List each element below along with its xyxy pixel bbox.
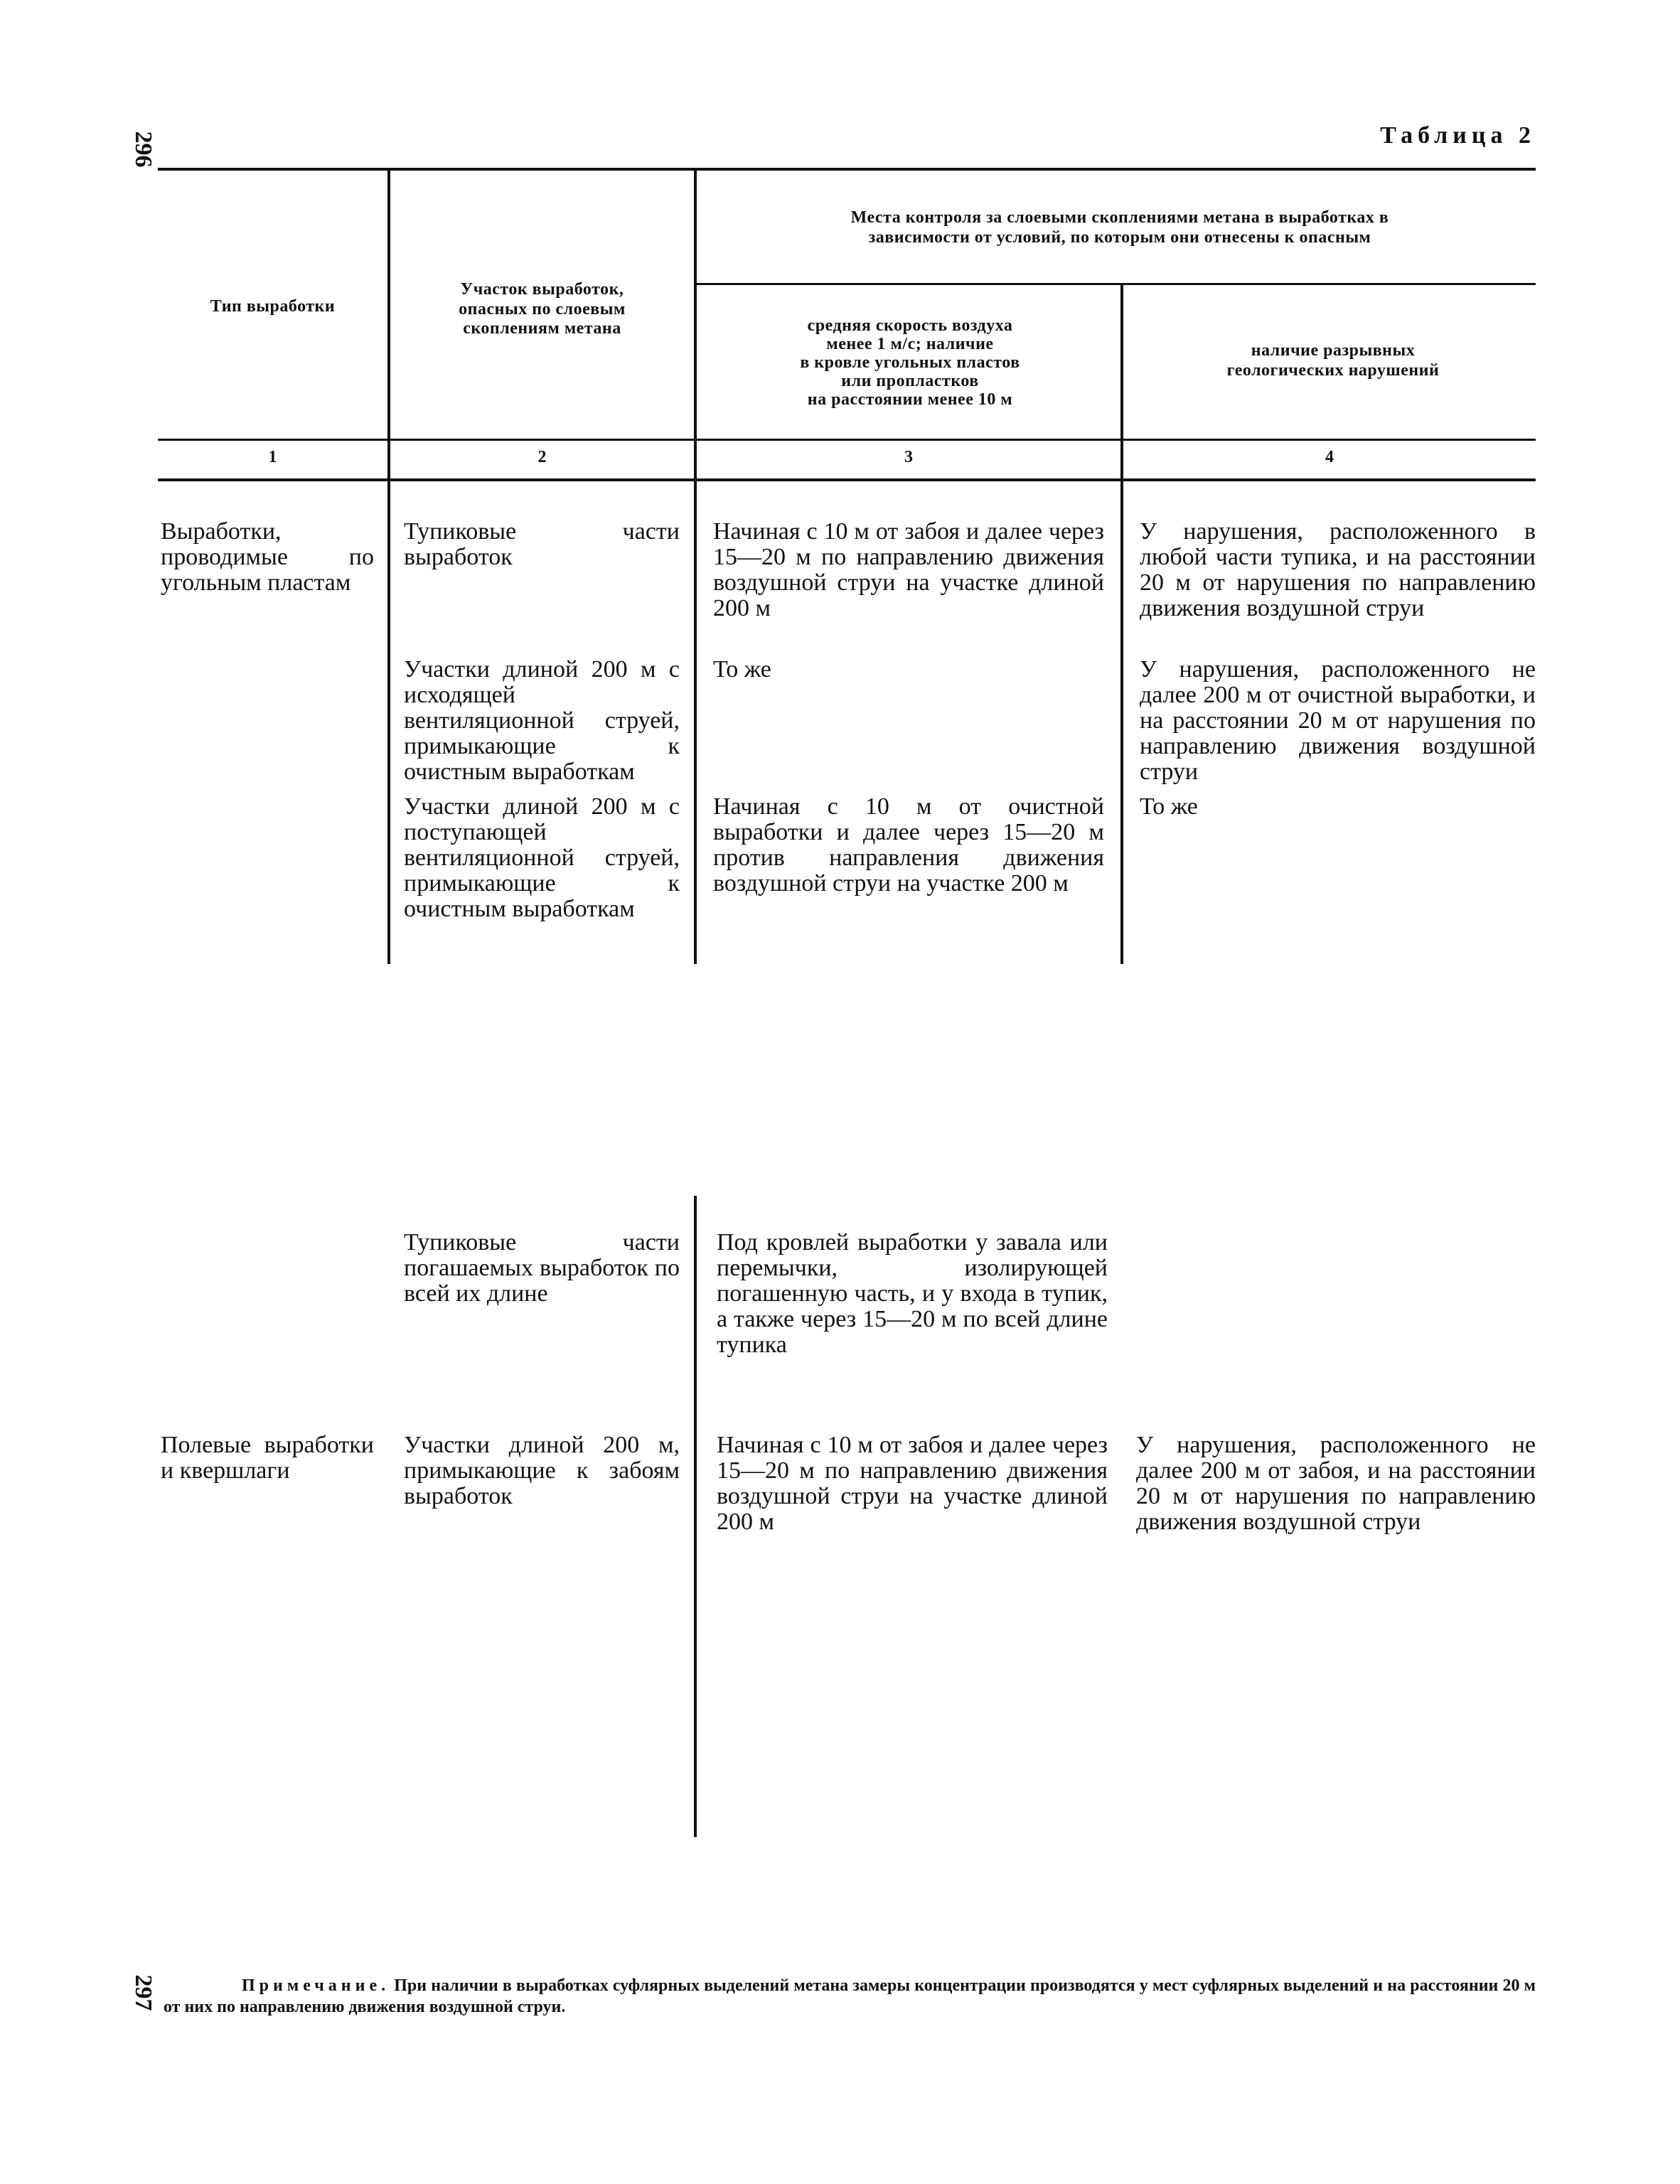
footnote-label: Примечание.: [242, 1976, 390, 1995]
header-section: Участок выработок, опасных по слоевым скоплениям метана: [459, 280, 626, 338]
footnote: [164, 1975, 1536, 2018]
header-bottom-rule: [158, 439, 1536, 441]
column-divider-1-2: [387, 171, 390, 964]
table-title: Таблица 2: [1380, 122, 1536, 149]
cell-type-field-workings: Полевые выработки и квершлаги: [161, 1432, 374, 1484]
table-top-rule: [158, 168, 1536, 171]
cell-speed-field-workings: Начиная с 10 м от забоя и далее через 15—20 м по направлению движения воздушной струи на участке длиной 200 м: [717, 1432, 1108, 1535]
cell-faults-field-workings: У нарушения, расположенного не далее 200 м от забоя, и на расстоянии 20 м от нарушения по направлению движения воздушной струи: [1136, 1432, 1536, 1535]
footnote-text: При наличии в выработках суфлярных выделений метана замеры концентрации производятся у мест суфлярных выделений и на расстоянии 20 м от них по направлению движения воздушной струи.: [164, 1976, 1536, 2016]
column-number-1: 1: [268, 448, 277, 466]
column-divider-3-4: [1120, 283, 1123, 964]
cell-section-field-workings: Участки длиной 200 м, примыкающие к забоям выработок: [404, 1432, 680, 1509]
header-type: Тип выработки: [210, 297, 336, 316]
column-number-3: 3: [904, 448, 913, 466]
cell-speed-decommissioned: Под кровлей выработки у завала или перемычки, изолирующей погашенную часть, и у входа в тупик, а также через 15—20 м по всей длине тупика: [717, 1229, 1108, 1358]
column-number-2: 2: [537, 448, 547, 466]
header-control-places: Места контроля за слоевыми скоплениями метана в выработках в зависимости от условий, по которым они отнесены к опасным: [850, 208, 1389, 247]
cell-section-incoming-stream: Участки длиной 200 м с поступающей вентиляционной струей, примыкающие к очистным выработкам: [404, 793, 680, 922]
cell-section-dead-ends: Тупиковые части выработок: [404, 518, 680, 570]
column-number-4: 4: [1325, 448, 1334, 466]
cell-speed-incoming-stream: Начиная с 10 м от очистной выработки и далее через 15—20 м против направления движения воздушной струи на участке 200 м: [713, 793, 1104, 896]
cell-section-decommissioned: Тупиковые части погашаемых выработок по всей их длине: [404, 1229, 680, 1307]
group-header-rule: [697, 283, 1536, 285]
cell-faults-outgoing-stream: У нарушения, расположенного не далее 200 м от очистной выработки, и на расстоянии 20 м от нарушения по направлению движения воздушной струи: [1140, 656, 1536, 785]
header-speed-condition: средняя скорость воздуха менее 1 м/с; наличие в кровле угольных пластов или пропластков на расстоянии менее 10 м: [800, 316, 1020, 409]
cell-faults-incoming-stream: То же: [1140, 793, 1198, 820]
cell-speed-dead-ends: Начиная с 10 м от забоя и далее через 15—20 м по направлению движения воздушной струи на участке длиной 200 м: [713, 518, 1104, 621]
column-numbers-rule: [158, 478, 1536, 481]
header-faults-condition: наличие разрывных геологических нарушений: [1226, 341, 1440, 380]
cell-faults-dead-ends: У нарушения, расположенного в любой части тупика, и на расстоянии 20 м от нарушения по направлению движения воздушной струи: [1140, 518, 1536, 621]
page-number-top: 296: [130, 131, 156, 168]
cell-section-outgoing-stream: Участки длиной 200 м с исходящей вентиляционной струей, примыкающие к очистным выработкам: [404, 656, 680, 785]
column-divider-2-3-bottom: [694, 1196, 697, 1837]
cell-speed-outgoing-stream: То же: [713, 656, 771, 682]
cell-type-coal-seams: Выработки, проводимые по угольным пластам: [161, 518, 374, 596]
page-number-bottom: 297: [130, 1974, 156, 2011]
column-divider-2-3-top: [694, 171, 697, 964]
